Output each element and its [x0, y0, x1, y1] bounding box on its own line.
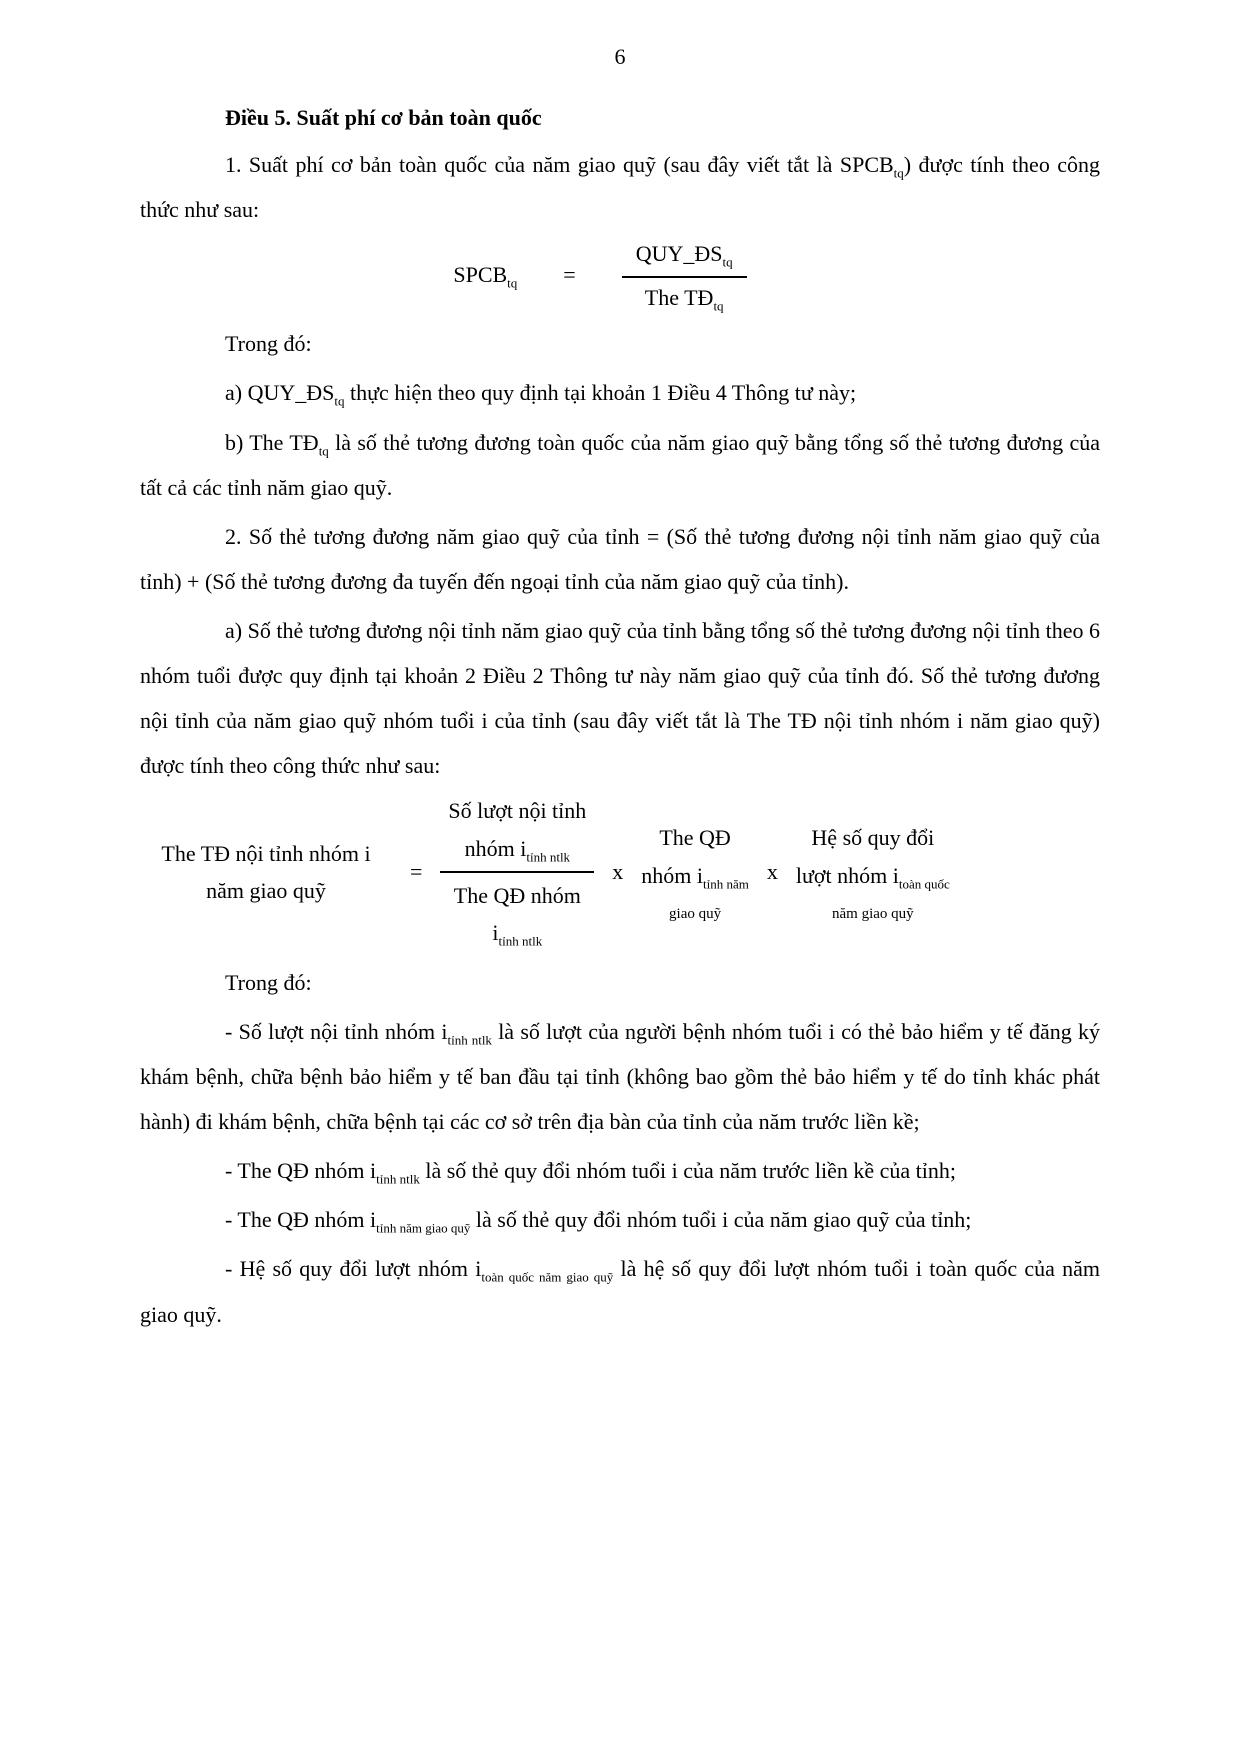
paragraph-dash-1: - Số lượt nội tỉnh nhóm $i_{tỉnh ntlk}$ là số lượt của người bệnh nhóm tuổi i có thẻ bảo hiểm y tế đăng ký khám bệnh, chữa bệnh bảo hiểm y tế ban đầu tại tỉnh (không bao gồm thẻ bảo hiểm y tế do tỉnh khác phát hành) đi khám bệnh, chữa bệnh tại các cơ sở trên địa bàn của tỉnh của năm trước liền kề; [140, 1018, 1101, 1135]
paragraph-dash-4: - Hệ số quy đổi lượt nhóm $i_{toàn quốc năm giao quỹ}$ là hệ số quy đổi lượt nhóm tuổi i toàn quốc của năm giao quỹ. [140, 1256, 1100, 1327]
paragraph-a-1: a) $QUY\_ĐS_{tq}$ thực hiện theo quy định tại khoản 1 Điều 4 Thông tư này; [225, 380, 857, 409]
formula2-denominator-line2: $i_{tỉnh ntlk}$ [492, 920, 543, 949]
paragraph-a-2: a) Số thẻ tương đương nội tỉnh năm giao quỹ của tỉnh bằng tổng số thẻ tương đương nội tỉnh theo 6 nhóm tuổi được quy định tại khoản 2 Điều 2 Thông tư này năm giao quỹ của tỉnh đó. Số thẻ tương đương nội tỉnh của năm giao quỹ nhóm tuổi i của tỉnh (sau đây viết tắt là The TĐ nội tỉnh nhóm i năm giao quỹ) được tính theo công thức như sau: [140, 617, 1100, 779]
page-number: 6 [614, 44, 626, 69]
formula2-denominator [454, 873, 581, 952]
paragraph-dash-3: - The QĐ nhóm $i_{tỉnh năm giao quỹ}$ là số thẻ quy đổi nhóm tuổi i của năm giao quỹ của tỉnh; [225, 1207, 972, 1236]
formula2-factor3-line1: Hệ số quy đổi [811, 825, 935, 851]
formula2-factor3-line2: lượt nhóm $i_{toàn quốc}$ [795, 862, 950, 891]
formula2-factor2-line1: The QĐ [659, 825, 731, 851]
paragraph-trong-do-1: Trong đó: [225, 331, 312, 357]
multiply-sign: x [612, 859, 624, 885]
formula-spcb [140, 238, 1060, 314]
formula-spcb-fraction [622, 238, 747, 314]
formula2-fraction [440, 792, 594, 952]
paragraph-1: 1. Suất phí cơ bản toàn quốc của năm giao quỹ (sau đây viết tắt là $SPCB_{tq}$) được tính theo công thức như sau: [140, 152, 1101, 223]
formula2-numerator-line1: Số lượt nội tỉnh [448, 798, 587, 824]
formula2-factor2-line3: giao quỹ [669, 905, 722, 922]
formula2-numerator-line2: nhóm $i_{tỉnh ntlk}$ [464, 835, 571, 865]
section-heading: Điều 5. Suất phí cơ bản toàn quốc [225, 105, 542, 131]
equals-sign: = [563, 262, 576, 288]
equals-sign: = [410, 859, 423, 885]
formula2-factor-he-so [796, 819, 950, 925]
formula2-lhs-line2: năm giao quỹ [206, 878, 326, 904]
formula-spcb-lhs: $SPCB_{tq}$ [453, 262, 518, 291]
formula2-lhs-line1: The TĐ nội tỉnh nhóm i [161, 840, 371, 866]
formula2-factor-the-qd [641, 819, 749, 925]
formula-spcb-numerator: $QUY\_ĐS_{tq}$ [622, 238, 747, 278]
formula2-denominator-line1: The QĐ nhóm [453, 883, 581, 909]
formula2-lhs [140, 835, 392, 910]
paragraph-dash-2: - The QĐ nhóm $i_{tỉnh ntlk}$ là số thẻ quy đổi nhóm tuổi i của năm trước liền kề của tỉnh; [225, 1158, 957, 1187]
formula2-factor3-line3: năm giao quỹ [832, 905, 914, 922]
paragraph-trong-do-2: Trong đó: [225, 969, 312, 995]
formula-the-td-noi-tinh [140, 792, 1100, 952]
formula2-numerator [440, 792, 594, 873]
formula2-factor2-line2: nhóm $i_{tỉnh năm}$ [641, 862, 749, 891]
paragraph-b-1: b) The $TĐ_{tq}$ là số thẻ tương đương toàn quốc của năm giao quỹ bằng tổng số thẻ tương đương của tất cả các tỉnh năm giao quỹ. [140, 429, 1100, 500]
formula-spcb-denominator: The $TĐ_{tq}$ [644, 284, 724, 314]
multiply-sign: x [766, 859, 778, 885]
paragraph-2: 2. Số thẻ tương đương năm giao quỹ của tỉnh = (Số thẻ tương đương nội tỉnh năm giao quỹ của tỉnh) + (Số thẻ tương đương đa tuyến đến ngoại tỉnh của năm giao quỹ của tỉnh). [140, 523, 1100, 594]
